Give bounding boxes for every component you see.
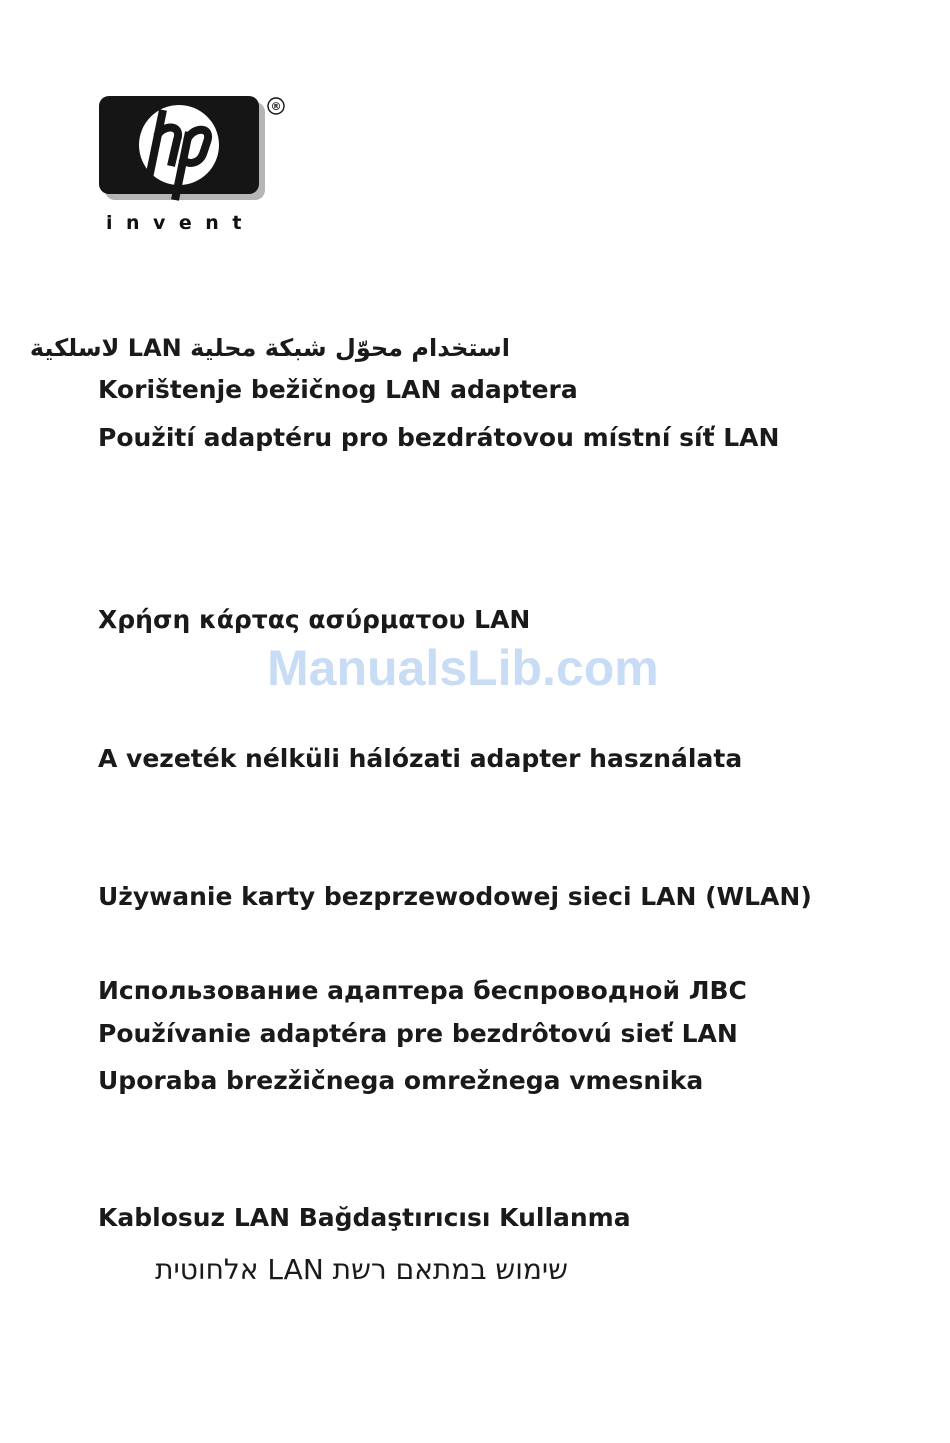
- title-hungarian: A vezeték nélküli hálózati adapter használata: [98, 744, 743, 773]
- registered-mark: ®: [270, 100, 282, 113]
- title-croatian: Korištenje bežičnog LAN adaptera: [98, 375, 578, 404]
- title-czech: Použití adaptéru pro bezdrátovou místní síť LAN: [98, 423, 780, 452]
- logo-tagline: invent: [106, 212, 255, 234]
- hp-logo: [99, 96, 285, 236]
- title-slovenian: Uporaba brezžičnega omrežnega vmesnika: [98, 1066, 704, 1095]
- hp-logo-text: hp: [178, 158, 180, 159]
- watermark-text: ManualsLib.com: [267, 640, 659, 696]
- title-slovak: Používanie adaptéra pre bezdrôtovú sieť LAN: [98, 1019, 738, 1048]
- title-turkish: Kablosuz LAN Bağdaştırıcısı Kullanma: [98, 1203, 631, 1232]
- title-polish: Używanie karty bezprzewodowej sieci LAN (WLAN): [98, 882, 812, 911]
- title-hebrew: שימוש במתאם רשת LAN אלחוטית: [155, 1253, 568, 1286]
- title-greek: Χρήση κάρτας ασύρματου LAN: [98, 605, 531, 634]
- title-russian: Использование адаптера беспроводной ЛВС: [98, 976, 747, 1005]
- title-arabic: استخدام محوّل شبكة محلية LAN لاسلكية: [29, 334, 510, 362]
- hp-logo-mark: [99, 96, 285, 206]
